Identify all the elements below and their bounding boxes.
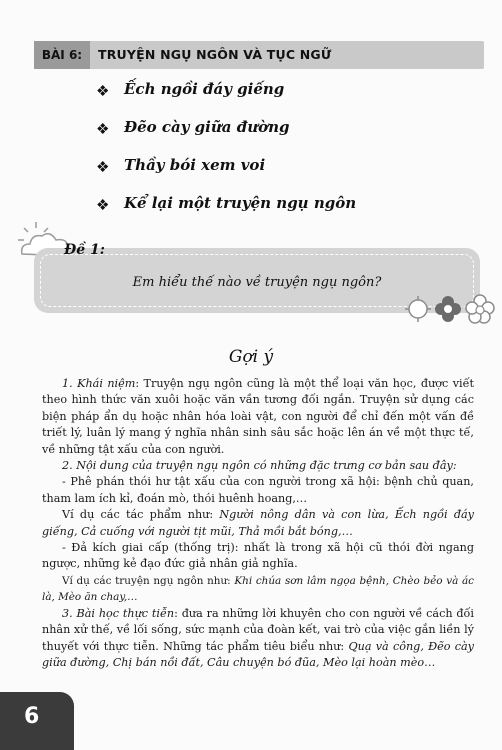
paragraph-content-heading xyxy=(42,458,474,474)
paragraph-examples-1 xyxy=(42,507,474,540)
flower-decoration-icon xyxy=(404,294,496,324)
paragraph-criticism: - Phê phán thói hư tật xấu của con người trong xã hội: bệnh chủ quan, tham lam ích kỉ, đoán mò, thói huênh hoang,… xyxy=(42,475,474,505)
paragraph-ruling-class: - Đả kích giai cấp (thống trị): nhất là trong xã hội cũ thói đời ngang ngược, những kẻ đạo đức giả nhân giả nghĩa. xyxy=(42,541,474,571)
exercise-question: Em hiểu thế nào về truyện ngụ ngôn? xyxy=(132,275,382,290)
lesson-header xyxy=(34,41,484,69)
examples-2-titles: Khi chúa sơn lâm ngọa bệnh, Chèo bẻo và ác là, Mèo ăn chay,… xyxy=(42,574,474,604)
content-heading: 2. Nội dung của truyện ngụ ngôn có những đặc trưng cơ bản sau đây: xyxy=(62,459,457,473)
definition-text: : Truyện ngụ ngôn cũng là một thể loại văn học, được viết theo hình thức văn xuôi hoặc văn vần tương đối ngắn. Truyện sử dụng các biện pháp ẩn dụ hoặc nhân hóa loài vật, con người để chỉ đến một vấn đề triết lý, luân lý mang ý nghĩa nhân sinh sâu sắc hoặc lên án về một thực tế, về những tật xấu của con người. xyxy=(42,377,474,456)
hint-title: Gợi ý xyxy=(228,347,274,367)
page-number-tab xyxy=(0,692,74,750)
answer-body xyxy=(42,376,474,671)
diamond-bullet-icon: ❖ xyxy=(96,82,110,100)
paragraph-lessons xyxy=(42,606,474,672)
lesson-number: BÀI 6: xyxy=(34,41,90,69)
paragraph-examples-2 xyxy=(42,573,474,606)
diamond-bullet-icon: ❖ xyxy=(96,196,110,214)
lessons-text: : đưa ra những lời khuyên cho con người về cách đối nhân xử thế, về lối sống, sức mạnh của đoàn kết, vai trò của việc gắn liền lý thuyết với thực tiễn. Những tác phẩm tiêu biểu như: xyxy=(42,606,474,653)
page-number: 6 xyxy=(24,704,40,729)
exercise-label: Đề 1: xyxy=(64,242,105,258)
diamond-bullet-icon: ❖ xyxy=(96,158,110,176)
diamond-bullet-icon: ❖ xyxy=(96,120,110,138)
definition-heading: 1. Khái niệm xyxy=(62,377,136,390)
examples-1-titles: Người nông dân và con lừa, Ếch ngồi đáy giếng, Cả cuống với người tịt mũi, Thả mồi bắt bóng,… xyxy=(42,508,474,538)
topic-label: Ếch ngồi đáy giếng xyxy=(124,80,285,98)
lessons-heading: 3. Bài học thực tiễn xyxy=(62,606,175,620)
paragraph-definition xyxy=(42,376,474,458)
topic-label: Đẽo cày giữa đường xyxy=(124,118,290,136)
examples-2-label: Ví dụ các truyện ngụ ngôn như: xyxy=(62,574,235,587)
topic-label: Kể lại một truyện ngụ ngôn xyxy=(124,194,357,212)
examples-1-label: Ví dụ các tác phẩm như: xyxy=(62,508,220,522)
lessons-titles: Quạ và công, Đẽo cày giữa đường, Chị bán nồi đất, Câu chuyện bó đũa, Mèo lại hoàn mèo… xyxy=(42,639,475,669)
lesson-title: TRUYỆN NGỤ NGÔN VÀ TỤC NGỮ xyxy=(98,47,332,62)
topic-label: Thầy bói xem voi xyxy=(124,156,266,174)
